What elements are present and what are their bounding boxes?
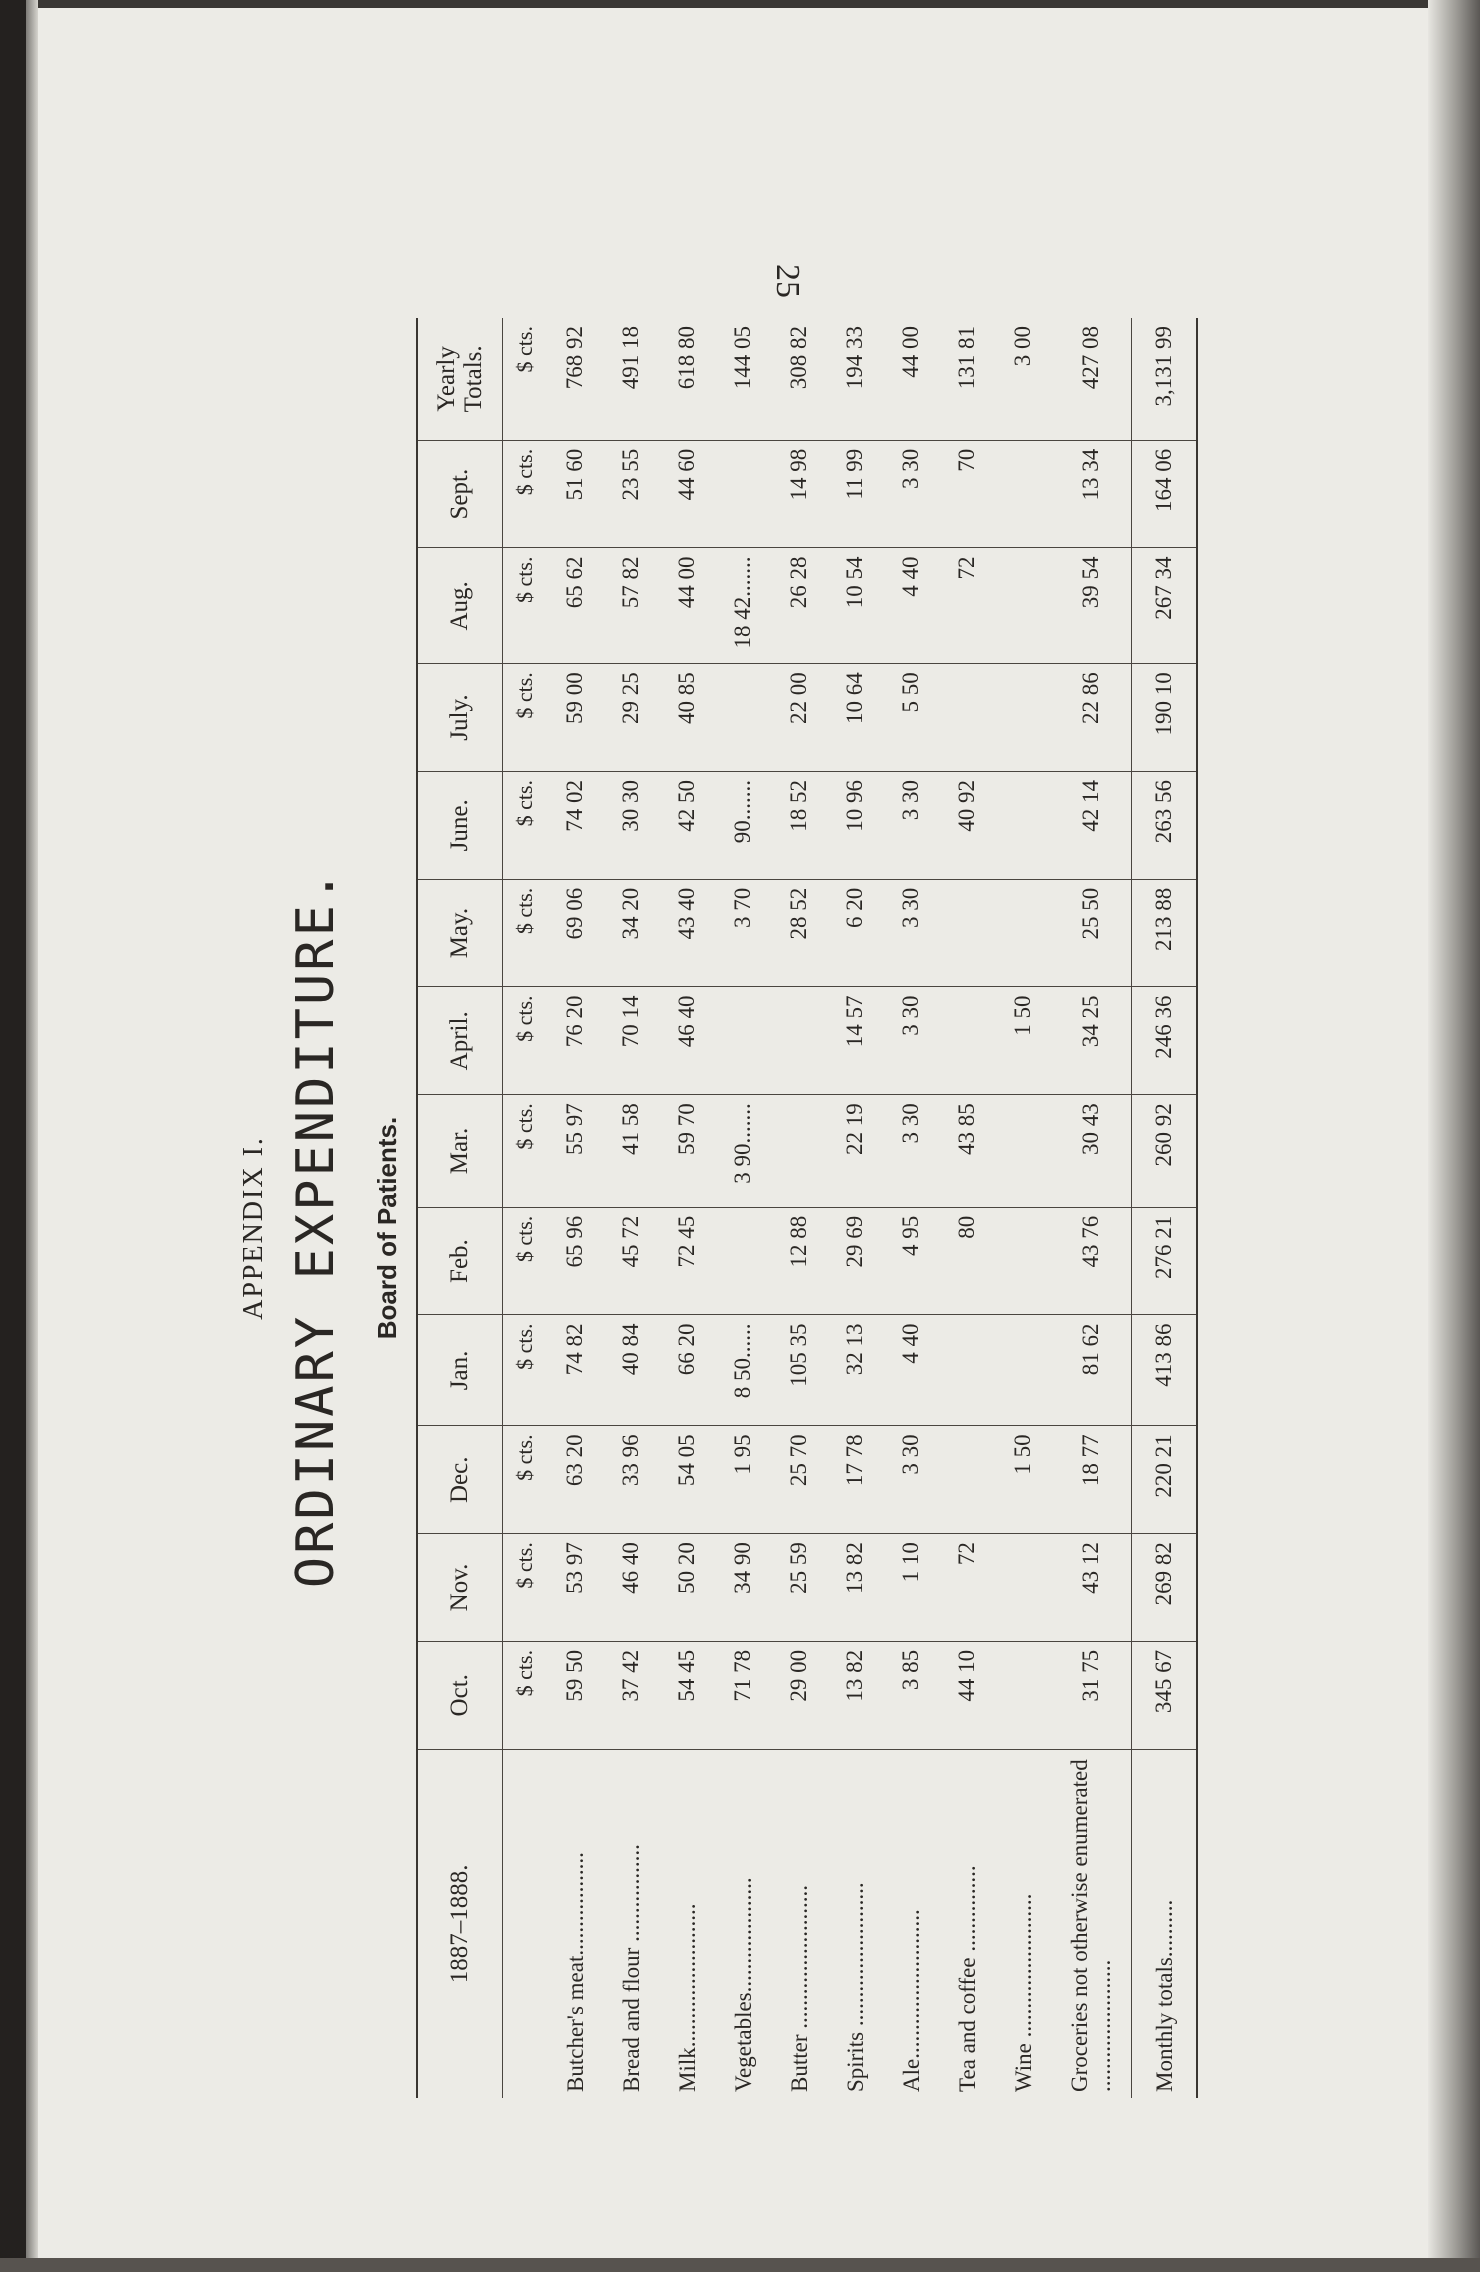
unit-label: $ cts. [503,1426,548,1534]
yearly-cell: 144 05 [715,318,771,440]
cell [995,1315,1051,1426]
cell: 11 99 [827,440,883,548]
total-cell: 190 10 [1132,664,1198,772]
cell: 34 25 [1051,987,1132,1095]
header-row [417,318,503,2098]
table-row [995,318,1051,2098]
col-header: Oct. [417,1641,503,1749]
cell: 37 42 [603,1641,659,1749]
cell: 42 50 [659,771,715,879]
cell [939,1426,995,1534]
cell: 40 92 [939,771,995,879]
cell: 5 50 [883,664,939,772]
cell: 41 58 [603,1095,659,1208]
yearly-cell: 768 92 [547,318,603,440]
unit-label: $ cts. [503,987,548,1095]
unit-label: $ cts. [503,664,548,772]
yearly-cell: 3 00 [995,318,1051,440]
col-header: Dec. [417,1426,503,1534]
cell: 76 20 [547,987,603,1095]
scan-page-edge [26,0,38,2272]
cell [995,879,1051,987]
cell: 22 00 [771,664,827,772]
cell: 39 54 [1051,548,1132,664]
cell [995,1641,1051,1749]
grand-total-cell: 3,131 99 [1132,318,1198,440]
unit-label: $ cts. [503,879,548,987]
cell: 32 13 [827,1315,883,1426]
total-cell: 345 67 [1132,1641,1198,1749]
cell: 29 00 [771,1641,827,1749]
cell: 72 45 [659,1207,715,1315]
cell: 33 96 [603,1426,659,1534]
cell: 69 06 [547,879,603,987]
yearly-cell: 308 82 [771,318,827,440]
cell: 4 40 [883,1315,939,1426]
cell: 14 57 [827,987,883,1095]
cell: 74 82 [547,1315,603,1426]
cell: 42 14 [1051,771,1132,879]
yearly-cell: 618 80 [659,318,715,440]
cell: 10 64 [827,664,883,772]
appendix-heading: APPENDIX I. [238,1136,269,1320]
totals-row [1132,318,1198,2098]
table-row [939,318,995,2098]
page-title: ORDINARY EXPENDITURE. [286,867,346,1589]
col-header: Sept. [417,440,503,548]
cell: 3 30 [883,879,939,987]
row-label: Butcher's meat.................. [562,1852,588,2092]
unit-label: $ cts. [503,318,548,440]
cell: 53 97 [547,1534,603,1642]
cell: 25 70 [771,1426,827,1534]
unit-label: $ cts. [503,1641,548,1749]
row-label: Tea and coffee ............... [954,1865,980,2092]
cell: 10 96 [827,771,883,879]
cell [715,1207,771,1315]
cell: 1 95 [715,1426,771,1534]
cell: 13 34 [1051,440,1132,548]
yearly-cell: 194 33 [827,318,883,440]
cell: 63 20 [547,1426,603,1534]
cell: 54 05 [659,1426,715,1534]
cell: 29 25 [603,664,659,772]
cell: 3 30 [883,1095,939,1208]
col-header: June. [417,771,503,879]
unit-label: $ cts. [503,1095,548,1208]
total-cell: 269 82 [1132,1534,1198,1642]
cell: 30 30 [603,771,659,879]
cell: 13 82 [827,1641,883,1749]
cell: 13 82 [827,1534,883,1642]
col-header: May. [417,879,503,987]
cell: 8 50...... [715,1315,771,1426]
cell: 70 [939,440,995,548]
cell: 31 75 [1051,1641,1132,1749]
cell: 1 10 [883,1534,939,1642]
total-cell: 276 21 [1132,1207,1198,1315]
unit-label: $ cts. [503,548,548,664]
row-label: Bread and flour ................. [618,1844,644,2092]
cell [995,1534,1051,1642]
row-label: Groceries not otherwise enumerated ....................... [1067,1759,1115,2092]
cell: 18 77 [1051,1426,1132,1534]
col-header: July. [417,664,503,772]
row-label: Milk......................... [674,1903,700,2092]
cell: 50 20 [659,1534,715,1642]
col-header: Mar. [417,1095,503,1208]
cell: 26 28 [771,548,827,664]
cell: 12 88 [771,1207,827,1315]
row-label: Wine ......................... [1010,1893,1036,2092]
row-label: Spirits ......................... [842,1882,868,2092]
cell [939,664,995,772]
cell [995,771,1051,879]
scan-right-edge [1428,0,1480,2272]
cell: 3 30 [883,1426,939,1534]
scan-bottom-edge [0,2258,1480,2272]
unit-label: $ cts. [503,1315,548,1426]
cell: 1 50 [995,1426,1051,1534]
total-cell: 413 86 [1132,1315,1198,1426]
cell: 3 85 [883,1641,939,1749]
cell: 65 62 [547,548,603,664]
cell [715,987,771,1095]
total-cell: 164 06 [1132,440,1198,548]
cell: 59 70 [659,1095,715,1208]
total-cell: 260 92 [1132,1095,1198,1208]
yearly-cell: 491 18 [603,318,659,440]
cell: 14 98 [771,440,827,548]
cell: 43 40 [659,879,715,987]
cell: 54 45 [659,1641,715,1749]
total-cell: 220 21 [1132,1426,1198,1534]
cell: 40 84 [603,1315,659,1426]
unit-label: $ cts. [503,440,548,548]
cell: 4 40 [883,548,939,664]
yearly-cell: 131 81 [939,318,995,440]
cell: 59 00 [547,664,603,772]
cell: 51 60 [547,440,603,548]
cell: 44 00 [659,548,715,664]
scan-top-edge [0,0,1480,8]
total-cell: 263 56 [1132,771,1198,879]
units-spacer [503,1749,548,2098]
cell: 105 35 [771,1315,827,1426]
cell: 90....... [715,771,771,879]
cell: 3 70 [715,879,771,987]
unit-label: $ cts. [503,771,548,879]
cell: 30 43 [1051,1095,1132,1208]
cell: 3 30 [883,440,939,548]
period-header: 1887–1888. [417,1749,503,2098]
table-row [1051,318,1132,2098]
row-label: Ale.......................... [898,1909,924,2092]
cell: 80 [939,1207,995,1315]
table-row [827,318,883,2098]
col-header-yearly: Yearly Totals. [417,318,503,440]
cell: 57 82 [603,548,659,664]
cell [939,879,995,987]
row-label: Butter ......................... [786,1885,812,2092]
table-row [659,318,715,2098]
units-row [503,318,548,2098]
cell: 46 40 [659,987,715,1095]
totals-label: Monthly totals.......... [1132,1749,1198,2098]
cell: 55 97 [547,1095,603,1208]
cell: 43 12 [1051,1534,1132,1642]
cell: 72 [939,1534,995,1642]
cell: 1 50 [995,987,1051,1095]
rotated-page-content [146,318,1316,2138]
cell [995,1207,1051,1315]
unit-label: $ cts. [503,1534,548,1642]
cell: 23 55 [603,440,659,548]
col-header: Aug. [417,548,503,664]
row-label: Vegetables.................... [730,1877,756,2092]
cell: 40 85 [659,664,715,772]
total-cell: 246 36 [1132,987,1198,1095]
cell: 45 72 [603,1207,659,1315]
cell: 10 54 [827,548,883,664]
cell: 25 59 [771,1534,827,1642]
cell: 74 02 [547,771,603,879]
cell: 44 10 [939,1641,995,1749]
col-header: Nov. [417,1534,503,1642]
page-number: 25 [769,264,806,298]
total-cell: 213 88 [1132,879,1198,987]
cell [995,548,1051,664]
cell: 18 42....... [715,548,771,664]
page-subtitle: Board of Patients. [372,1116,402,1340]
table-row [603,318,659,2098]
cell: 66 20 [659,1315,715,1426]
cell [939,1315,995,1426]
cell [995,1095,1051,1208]
cell: 72 [939,548,995,664]
cell: 34 20 [603,879,659,987]
col-header: April. [417,987,503,1095]
cell: 3 90....... [715,1095,771,1208]
cell: 29 69 [827,1207,883,1315]
cell: 59 50 [547,1641,603,1749]
cell [771,987,827,1095]
unit-label: $ cts. [503,1207,548,1315]
cell: 3 30 [883,771,939,879]
cell: 17 78 [827,1426,883,1534]
col-header: Jan. [417,1315,503,1426]
cell: 22 19 [827,1095,883,1208]
col-header: Feb. [417,1207,503,1315]
yearly-cell: 44 00 [883,318,939,440]
scan-left-binding [0,0,26,2272]
cell: 18 52 [771,771,827,879]
cell: 25 50 [1051,879,1132,987]
cell [995,664,1051,772]
cell: 43 85 [939,1095,995,1208]
cell: 65 96 [547,1207,603,1315]
table-row [547,318,603,2098]
total-cell: 267 34 [1132,548,1198,664]
cell [995,440,1051,548]
cell [771,1095,827,1208]
cell: 46 40 [603,1534,659,1642]
cell: 81 62 [1051,1315,1132,1426]
cell [939,987,995,1095]
cell: 34 90 [715,1534,771,1642]
table-row [771,318,827,2098]
cell: 22 86 [1051,664,1132,772]
cell [715,664,771,772]
table-row [883,318,939,2098]
expenditure-table [416,318,1198,2098]
cell: 4 95 [883,1207,939,1315]
yearly-cell: 427 08 [1051,318,1132,440]
cell: 43 76 [1051,1207,1132,1315]
cell: 71 78 [715,1641,771,1749]
cell: 3 30 [883,987,939,1095]
cell [715,440,771,548]
cell: 44 60 [659,440,715,548]
table-row [715,318,771,2098]
cell: 6 20 [827,879,883,987]
cell: 28 52 [771,879,827,987]
cell: 70 14 [603,987,659,1095]
